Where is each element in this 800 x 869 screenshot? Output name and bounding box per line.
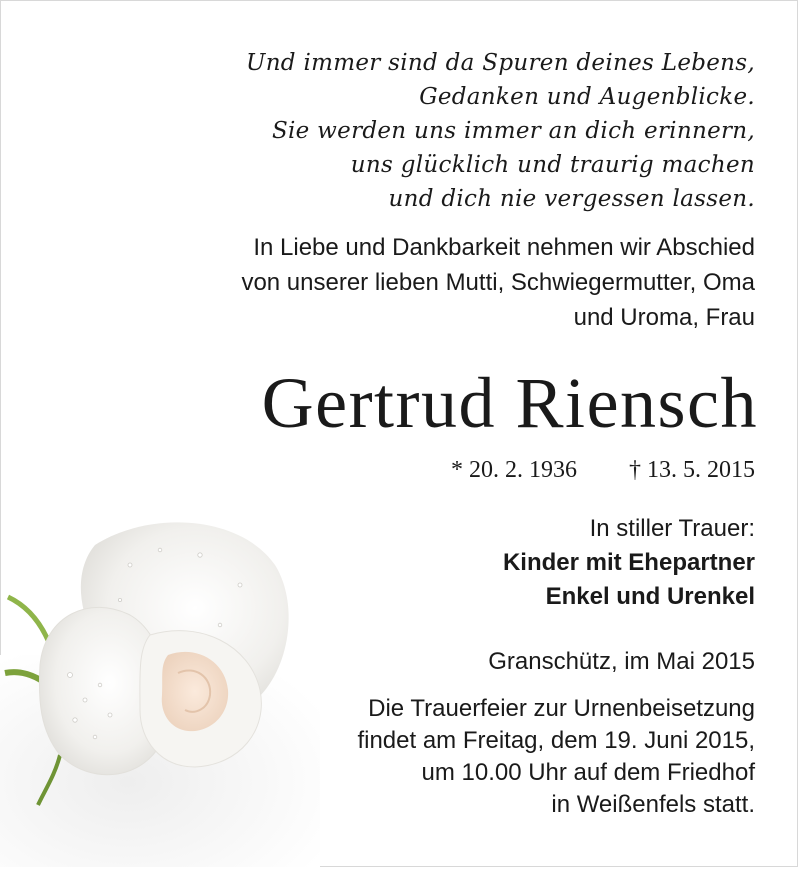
- poem-line: Gedanken und Augenblicke.: [419, 84, 755, 110]
- service-line: findet am Freitag, dem 19. Juni 2015,: [357, 727, 755, 754]
- poem-line: Sie werden uns immer an dich erinnern,: [271, 118, 755, 144]
- mourners-heading: In stiller Trauer:: [589, 515, 755, 542]
- service-line: Die Trauerfeier zur Urnenbeisetzung: [368, 695, 755, 722]
- death-date: † 13. 5. 2015: [629, 457, 755, 483]
- birth-date: * 20. 2. 1936: [451, 457, 577, 483]
- mourners-line: Kinder mit Ehepartner: [502, 549, 755, 576]
- life-dates: [235, 455, 755, 485]
- poem-line: und dich nie vergessen lassen.: [388, 186, 755, 212]
- mourners-block: [255, 512, 755, 614]
- deceased-name: Gertrud Riensch: [261, 363, 758, 443]
- intro-line: In Liebe und Dankbarkeit nehmen wir Abschied: [253, 234, 755, 261]
- mourners-line: Enkel und Urenkel: [545, 583, 755, 610]
- service-line: um 10.00 Uhr auf dem Friedhof: [421, 759, 755, 786]
- intro-line: von unserer lieben Mutti, Schwiegermutter, Oma: [241, 269, 755, 296]
- place-and-date: Granschütz, im Mai 2015: [488, 648, 755, 675]
- farewell-intro: [55, 230, 755, 335]
- service-info: [235, 693, 755, 821]
- intro-line: und Uroma, Frau: [573, 304, 755, 331]
- service-line: in Weißenfels statt.: [551, 791, 755, 818]
- poem-line: Und immer sind da Spuren deines Lebens,: [246, 50, 755, 76]
- poem-line: uns glücklich und traurig machen: [350, 152, 755, 178]
- memorial-poem: [55, 46, 755, 216]
